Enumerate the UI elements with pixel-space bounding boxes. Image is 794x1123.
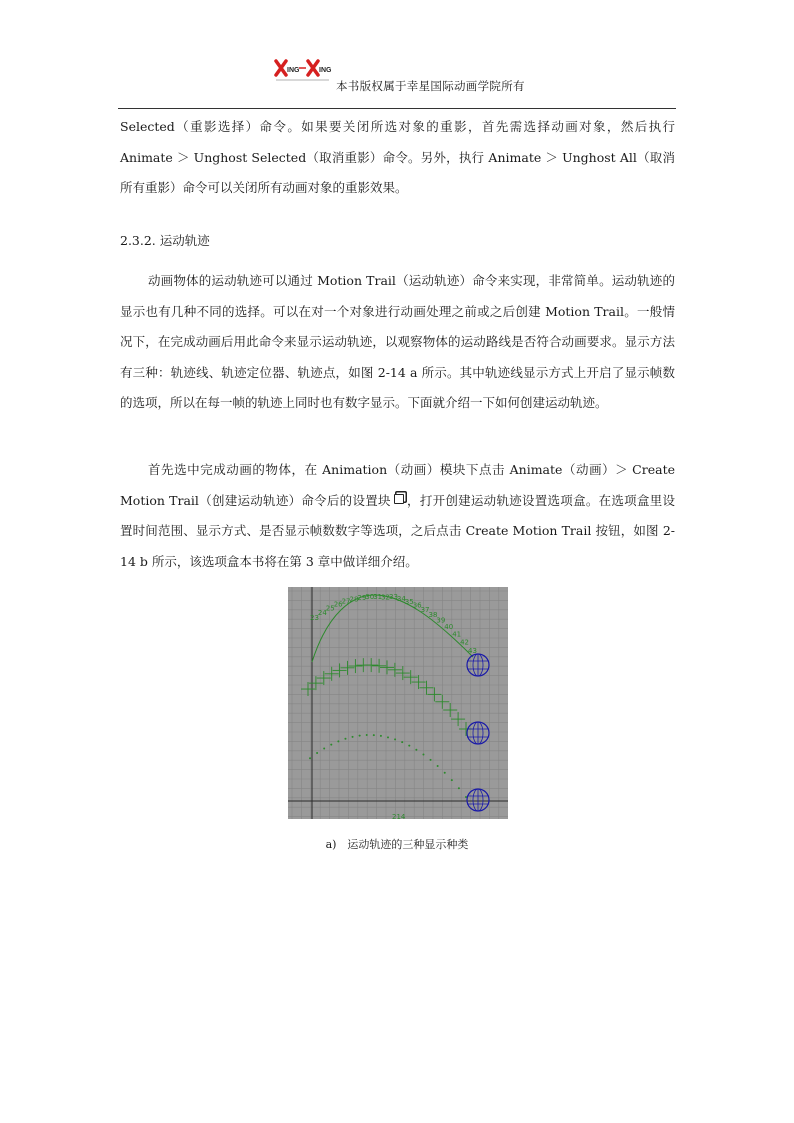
trail-point (387, 736, 389, 738)
frame-label: 24 (317, 608, 327, 617)
trail-point (422, 753, 424, 755)
frame-label: 43 (468, 647, 477, 655)
trail-point (380, 735, 382, 737)
frame-label: 31 (373, 593, 383, 602)
frame-label: 40 (444, 623, 454, 632)
frame-label: 37 (420, 605, 430, 614)
bottom-frame-label: 214 (392, 813, 406, 819)
logo-mark (276, 61, 332, 80)
frame-label: 41 (452, 630, 462, 639)
trail-point (451, 779, 453, 781)
paragraph-ghost-commands: Selected（重影选择）命令。如果要关闭所选对象的重影，首先需选择动画对象，然后执行 Animate ＞ Unghost Selected（取消重影）命令。另外，执行 Animate ＞ Unghost All（取消所有重影）命令可以关闭所有动画对象的重影效果。 (120, 119, 675, 195)
motion-trail-figure (288, 587, 508, 819)
frame-label: 26 (333, 600, 343, 609)
xing-xing-logo (273, 58, 333, 84)
trail-point (366, 734, 368, 736)
trail-point (444, 772, 446, 774)
paragraph-create-motion-trail (120, 455, 675, 577)
trail-point (359, 735, 361, 737)
trail-point (330, 744, 332, 746)
frame-label: 25 (325, 604, 335, 613)
page-header (118, 56, 676, 108)
frame-label: 38 (428, 610, 438, 619)
trail-point (394, 738, 396, 740)
frame-label: 27 (341, 597, 351, 606)
trail-point (316, 752, 318, 754)
trail-point (408, 745, 410, 747)
trail-point (373, 734, 375, 736)
frame-label: 34 (396, 595, 406, 604)
trail-point (401, 741, 403, 743)
paragraph-motion-trail-intro: 动画物体的运动轨迹可以通过 Motion Trail（运动轨迹）命令来实现，非常简单。运动轨迹的显示也有几种不同的选择。可以在对一个对象进行动画处理之前或之后创建 Motion Trail。一般情况下，在完成动画后用此命令来显示运动轨迹，以观察物体的运动路线是否符合动画要求。显示方法有三种：轨迹线、轨迹定位器、轨迹点，如图 2-14 a 所示。其中轨迹线显示方式上开启了显示帧数的选项，所以在每一帧的轨迹上同时也有数字显示。下面就介绍一下如何创建运动轨迹。 (120, 273, 675, 410)
option-box-icon (394, 494, 404, 504)
frame-label: 33 (389, 593, 398, 602)
header-copyright: 本书版权属于幸星国际动画学院所有 (336, 79, 525, 93)
trail-point (337, 740, 339, 742)
frame-label: 36 (412, 601, 422, 610)
section-heading: 2.3.2. 运动轨迹 (120, 233, 210, 248)
svg-text:ING: ING (319, 67, 332, 74)
frame-label: 23 (310, 614, 319, 623)
trail-point (309, 757, 311, 759)
trail-point (458, 787, 460, 789)
trail-point (352, 736, 354, 738)
frame-label: 39 (436, 616, 446, 625)
trail-point (415, 749, 417, 751)
trail-point (323, 747, 325, 749)
frame-label: 29 (357, 593, 367, 602)
frame-label: 30 (365, 593, 375, 602)
header-divider (118, 108, 676, 109)
frame-label: 32 (381, 593, 391, 602)
paragraph-3-part-1: 首先选中完成动画的物体，在 Animation（动画）模块下点击 Animate（动画）＞ Create Motion Trail（创建运动轨迹）命令后的设置块 (120, 462, 675, 508)
paragraph-3-part-2: ，打开创建运动轨迹设置选项盒。在选项盒里设置时间范围、显示方式、是否显示帧数数字等选项，之后点击 Create Motion Trail 按钮，如图 2-14 b 所示，该选项盒本书将在第 3 章中做详细介绍。 (120, 492, 675, 569)
frame-label: 42 (460, 638, 470, 647)
figure-caption: a) 运动轨迹的三种显示种类 (325, 838, 469, 851)
viewport-background (288, 587, 508, 819)
trail-point (437, 765, 439, 767)
frame-label: 35 (404, 598, 414, 607)
trail-point (430, 759, 432, 761)
svg-text:ING: ING (287, 67, 300, 74)
trail-point (344, 738, 346, 740)
frame-label: 28 (349, 595, 359, 604)
